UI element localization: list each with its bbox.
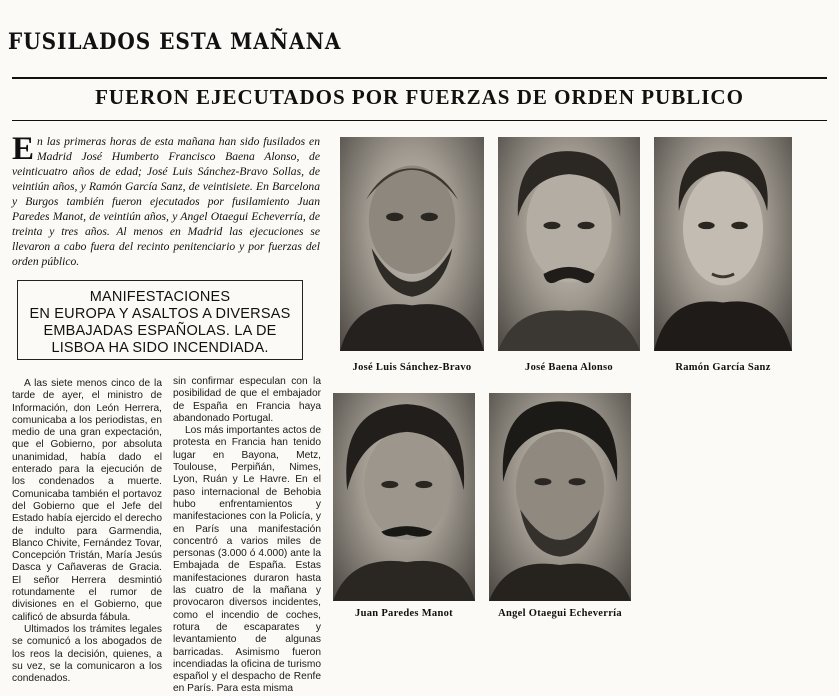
headline: FUSILADOS ESTA MAÑANA: [8, 27, 342, 55]
article-column-1: [12, 378, 162, 685]
column-paragraph: sin confirmar especulan con la posibilidad de que el embajador de España en Francia haya abandonado Portugal.: [173, 376, 321, 424]
box-line: EMBAJADAS ESPAÑOLAS. LA DE: [43, 323, 277, 339]
lead-paragraph: [12, 131, 320, 279]
headline-rule: [12, 77, 827, 79]
photo-caption: Juan Paredes Manot: [355, 608, 453, 619]
box-line: MANIFESTACIONES: [89, 289, 231, 305]
box-line: LISBOA HA SIDO INCENDIADA.: [51, 340, 269, 356]
photo-caption: Angel Otaegui Echeverría: [498, 608, 622, 619]
article-column-2: [173, 376, 321, 695]
portrait-photo: [498, 137, 640, 351]
portrait-photo: [340, 137, 484, 351]
subheadline-rule: [12, 120, 827, 121]
photo-caption: Ramón García Sanz: [675, 362, 771, 373]
column-paragraph: Ultimados los trámites legales se comunicó a los abogados de los reos la decisión, quienes, a su vez, se la comunicaron a los condenados.: [12, 623, 162, 685]
portrait-photo: [489, 393, 631, 601]
photo-caption: José Baena Alonso: [525, 362, 613, 373]
drop-cap: E: [12, 131, 35, 167]
subheading-box: [17, 280, 303, 360]
box-line: EN EUROPA Y ASALTOS A DIVERSAS: [29, 306, 291, 322]
lead-text: n las primeras horas de esta mañana han sido fusilados en Madrid José Humberto Francisco Baena Alonso, de veinticuatro años de edad; José Luis Sánchez-Bravo Sollas, de veintiún años, y Ramón García Sanz, de veintisiete. En Barcelona y Burgos también fueron ejecutados por fusilamiento Juan Paredes Manot, de veintiún años, y Angel Otaegui Echeverría, de treinta y tres años. Al menos en Madrid las ejecuciones se llevaron a cabo fuera del recinto penitenciario y por fuerzas del orden público.: [12, 135, 320, 268]
portrait-photo: [654, 137, 792, 351]
column-paragraph: Los más importantes actos de protesta en Francia han tenido lugar en Bayona, Metz, Toulouse, Perpiñán, Nimes, Lyon, Ruán y Le Havre. En el paso internacional de Behobia hubo enfrentamientos y manifestaciones con la Policía, y en París una manifestación concentró a varios miles de personas (3.000 ó 4.000) ante la Embajada de España. Estas manifestaciones duraron hasta las cuatro de la mañana y provocaron diversos incidentes, como el incendio de coches, rotura de escaparates y levantamiento de algunas barricadas. Asimismo fueron incendiadas la oficina de turismo español y el despacho de Renfe en París. Para esta misma: [173, 425, 321, 695]
column-paragraph: A las siete menos cinco de la tarde de ayer, el ministro de Información, don León Herrera, comunicaba a los periodistas, en medio de una gran expectación, que el Gobierno, por absoluta unanimidad, había dado el enterado para la ejecución de los condenados a muerte. Comunicaba también el portavoz del Gobierno que el Jefe del Estado había ejercido el derecho de indulto para Garmendia, Blanco Chivite, Fernández Tovar, Concepción Tristán, María Jesús Dasca y Cañaveras de Gracia. El señor Herrera desmintió rotundamente el rumor de divisiones en el Gobierno, que calificó de absurda fábula.: [12, 378, 162, 623]
photo-caption: José Luis Sánchez-Bravo: [352, 362, 472, 373]
portrait-photo: [333, 393, 475, 601]
subheadline: FUERON EJECUTADOS POR FUERZAS DE ORDEN PUBLICO: [95, 85, 744, 109]
